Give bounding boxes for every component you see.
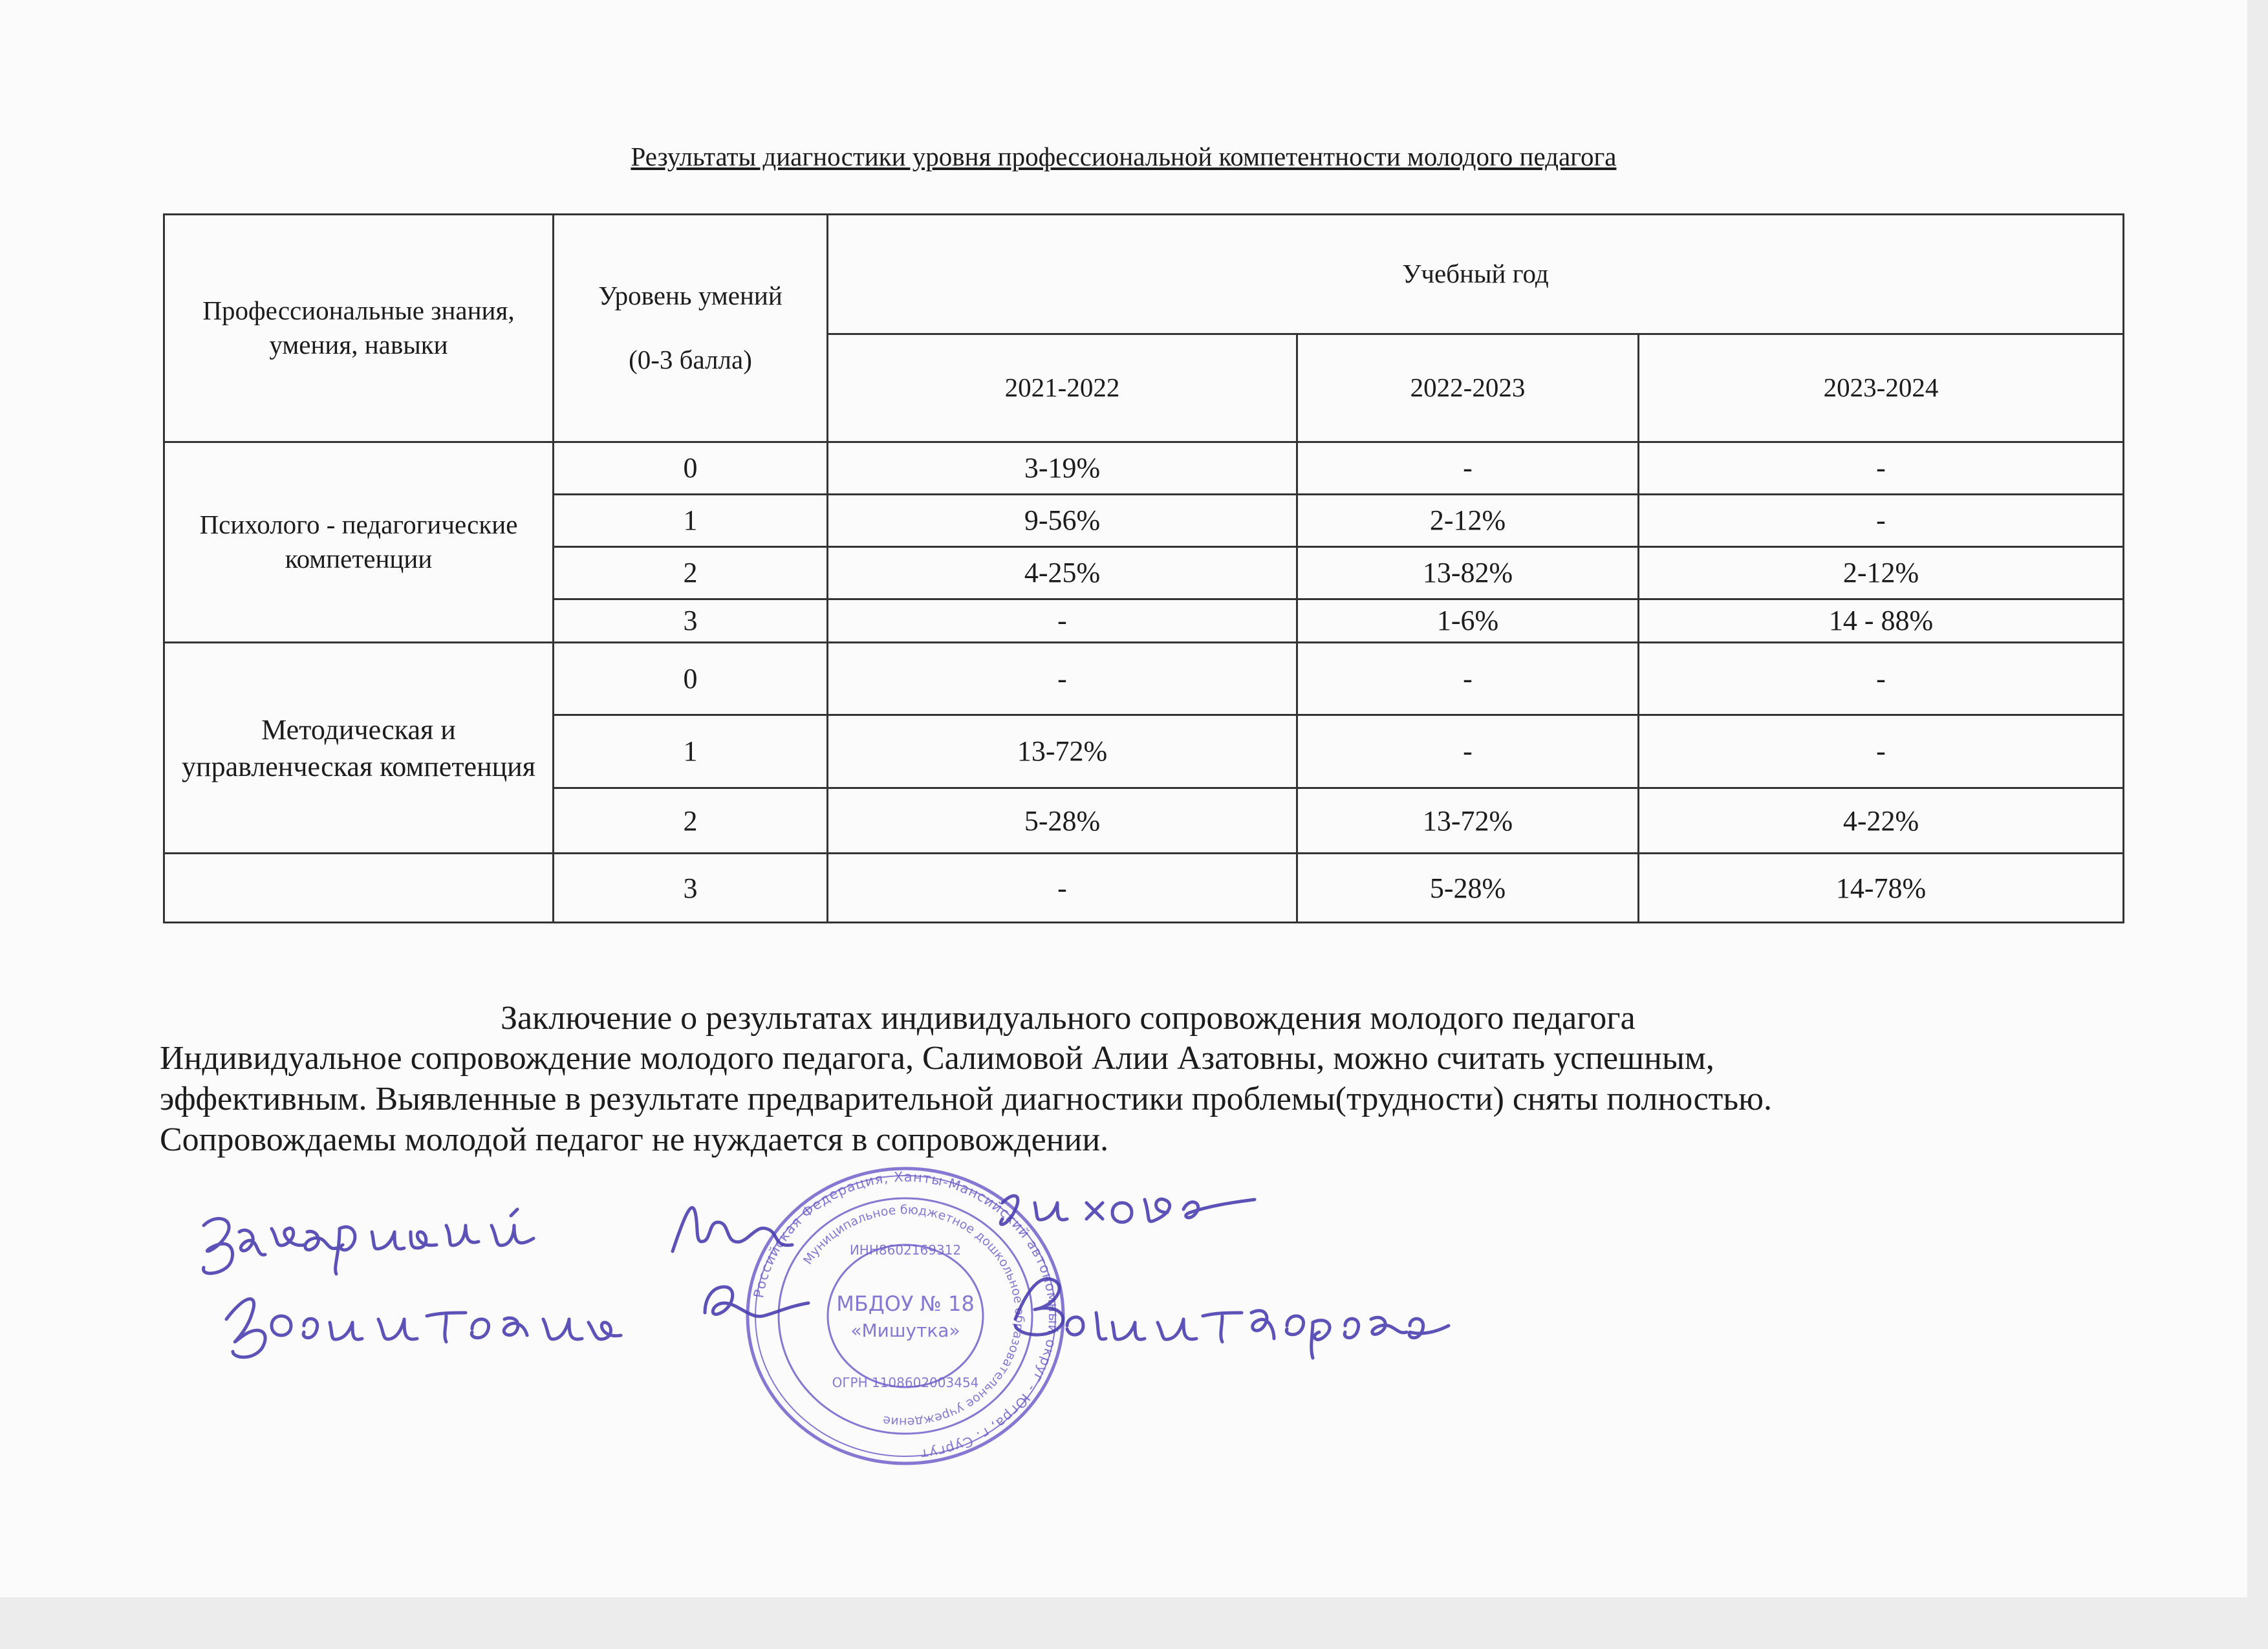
level-cell: 3 [554, 599, 828, 643]
value-cell: 4-22% [1639, 788, 2124, 854]
value-cell: - [828, 599, 1297, 643]
stamp-ogrn: ОГРН 1108602003454 [832, 1375, 979, 1390]
level-cell: 1 [554, 715, 828, 788]
year-header: 2021-2022 [828, 334, 1297, 442]
signature-mark-2 [705, 1287, 808, 1317]
value-cell: 13-72% [828, 715, 1297, 788]
conclusion-heading: Заключение о результатах индивидуального сопровождения молодого педагога [501, 1000, 1636, 1037]
signature-role-2 [226, 1299, 621, 1357]
value-cell: - [828, 854, 1297, 923]
stamp-inn: ИНН8602169312 [849, 1242, 962, 1258]
level-cell: 0 [554, 643, 828, 715]
value-cell: 3-19% [828, 442, 1297, 494]
stamp-inner-text: Муниципальное бюджетное дошкольное образовательное учреждение [801, 1202, 1027, 1430]
value-cell: 5-28% [828, 788, 1297, 854]
value-cell: 14-78% [1639, 854, 2124, 923]
value-cell: 2-12% [1639, 547, 2124, 599]
year-header: 2022-2023 [1297, 334, 1639, 442]
value-cell: - [1639, 442, 2124, 494]
level-cell: 3 [554, 854, 828, 923]
conclusion-line: Сопровождаемы молодой педагог не нуждается в сопровождении. [160, 1121, 1109, 1158]
value-cell: - [828, 643, 1297, 715]
value-cell: - [1297, 715, 1639, 788]
competence-header: Профессиональные знания, умения, навыки [164, 215, 554, 442]
signature-mark-1 [673, 1208, 792, 1252]
level-header-line2: (0-3 балла) [629, 345, 752, 375]
level-cell: 2 [554, 547, 828, 599]
value-cell: - [1297, 643, 1639, 715]
document-title: Результаты диагностики уровня профессиональной компетентности молодого педагога [631, 142, 1617, 171]
level-cell: 2 [554, 788, 828, 854]
value-cell: 5-28% [1297, 854, 1639, 923]
signature-name-1 [1000, 1196, 1255, 1224]
stamp-outer-text: Российская Федерация, Ханты-Мансийский автономный округ - Югра, г. Сургут [751, 1169, 1062, 1462]
value-cell: - [1639, 494, 2124, 546]
group-label: Психолого - педагогические компетенции [164, 442, 554, 642]
conclusion-line: эффективным. Выявленные в результате предварительной диагностики проблемы(трудности) сняты полностью. [160, 1081, 1772, 1117]
value-cell: - [1639, 715, 2124, 788]
group-label: Методическая и управленческая компетенция [164, 643, 554, 854]
stamp-center-2: «Мишутка» [850, 1320, 960, 1341]
level-cell: 1 [554, 494, 828, 546]
stamp-center-1: МБДОУ № 18 [836, 1291, 975, 1316]
value-cell: - [1297, 442, 1639, 494]
value-cell: 14 - 88% [1639, 599, 2124, 643]
level-cell: 0 [554, 442, 828, 494]
signature-role-1 [204, 1209, 534, 1274]
year-header: 2023-2024 [1639, 334, 2124, 442]
level-header-line1: Уровень умений [598, 281, 783, 311]
academic-year-header: Учебный год [828, 215, 2124, 334]
value-cell: 4-25% [828, 547, 1297, 599]
value-cell: 13-82% [1297, 547, 1639, 599]
value-cell: 1-6% [1297, 599, 1639, 643]
value-cell: 2-12% [1297, 494, 1639, 546]
conclusion-line: Индивидуальное сопровождение молодого педагога, Салимовой Алии Азатовны, можно считать успешным, [160, 1040, 1714, 1077]
value-cell: 9-56% [828, 494, 1297, 546]
value-cell: 13-72% [1297, 788, 1639, 854]
value-cell: - [1639, 643, 2124, 715]
signature-name-2 [1015, 1279, 1449, 1359]
